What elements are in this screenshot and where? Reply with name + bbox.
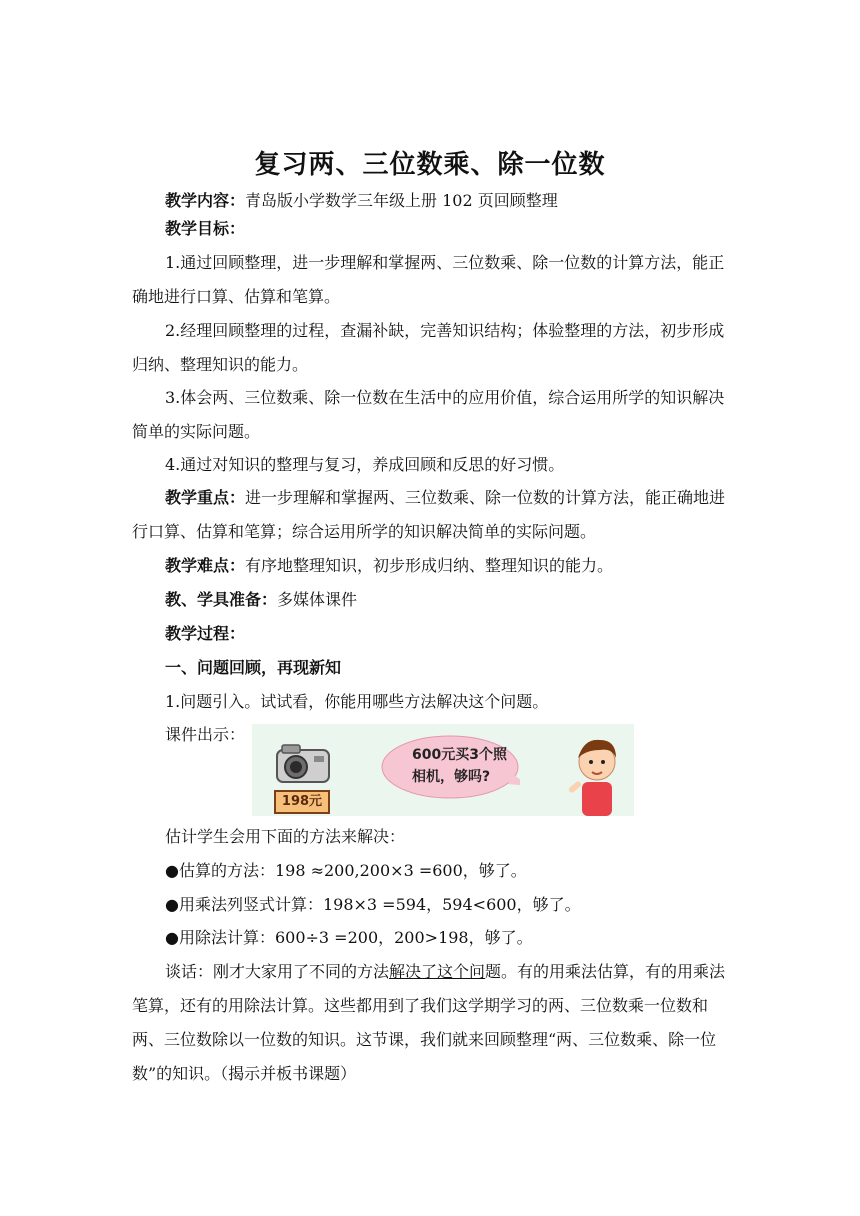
price-tag: 198元 — [274, 790, 330, 814]
speech-line-1: 600元买3个照 — [412, 747, 507, 763]
method-multiply: ●用乘法列竖式计算：198×3 =594，594<600，够了。 — [165, 895, 581, 914]
camera-icon — [274, 742, 332, 786]
talk-paragraph — [132, 955, 732, 1091]
talk-post: 题。有的用乘法估算，有的用乘法笔算，还有的用除法计算。这些都用到了我们这学期学习的两、三位数乘一位数和两、三位数除以一位数的知识。这节课，我们就来回顾整理“两、三位数乘、除一位数”的知识。（揭示并板书课题） — [132, 962, 726, 1083]
content-label: 教学内容： — [165, 191, 246, 210]
section-heading-1: 一、问题回顾，再现新知 — [165, 658, 342, 677]
objectives-label: 教学目标： — [165, 219, 246, 238]
key-points-label: 教学重点： — [165, 488, 246, 507]
step-1: 1.问题引入。试试看，你能用哪些方法解决这个问题。 — [165, 692, 549, 711]
content-text: 青岛版小学数学三年级上册 102 页回顾整理 — [245, 191, 558, 210]
preparation-text: 多媒体课件 — [277, 590, 358, 609]
process-label: 教学过程： — [165, 624, 246, 643]
method-divide: ●用除法计算：600÷3 =200，200>198，够了。 — [165, 928, 533, 947]
courseware-label: 课件出示： — [165, 725, 246, 744]
difficulties-line — [165, 549, 735, 583]
key-points — [132, 481, 732, 549]
talk-pre: 谈话：刚才大家用了不同的方法 — [165, 962, 390, 981]
objective-4: 4.通过对知识的整理与复习，养成回顾和反思的好习惯。 — [165, 455, 565, 474]
difficulties-label: 教学难点： — [165, 556, 246, 575]
preparation-label: 教、学具准备： — [165, 590, 278, 609]
estimate-intro: 估计学生会用下面的方法来解决： — [165, 827, 406, 846]
speech-text — [412, 744, 542, 788]
speech-line-2: 相机，够吗? — [412, 769, 491, 785]
objective-3: 3.体会两、三位数乘、除一位数在生活中的应用价值，综合运用所学的知识解决简单的实际问题。 — [132, 388, 725, 441]
talk-underlined: 解决了这个问 — [389, 962, 486, 981]
difficulties-text: 有序地整理知识，初步形成归纳、整理知识的能力。 — [245, 556, 614, 575]
objective-2: 2.经理回顾整理的过程，查漏补缺，完善知识结构；体验整理的方法，初步形成归纳、整理知识的能力。 — [132, 321, 725, 374]
objective-1: 1.通过回顾整理，进一步理解和掌握两、三位数乘、除一位数的计算方法，能正确地进行口算、估算和笔算。 — [132, 253, 725, 306]
courseware-illustration — [252, 724, 634, 816]
preparation-line — [165, 583, 735, 617]
boy-character-icon — [564, 732, 628, 816]
key-points-text: 进一步理解和掌握两、三位数乘、除一位数的计算方法，能正确地进行口算、估算和笔算；综合运用所学的知识解决简单的实际问题。 — [132, 488, 726, 541]
page-title: 复习两、三位数乘、除一位数 — [254, 150, 606, 180]
method-estimate: ●估算的方法：198 ≈200,200×3 =600，够了。 — [165, 861, 527, 880]
